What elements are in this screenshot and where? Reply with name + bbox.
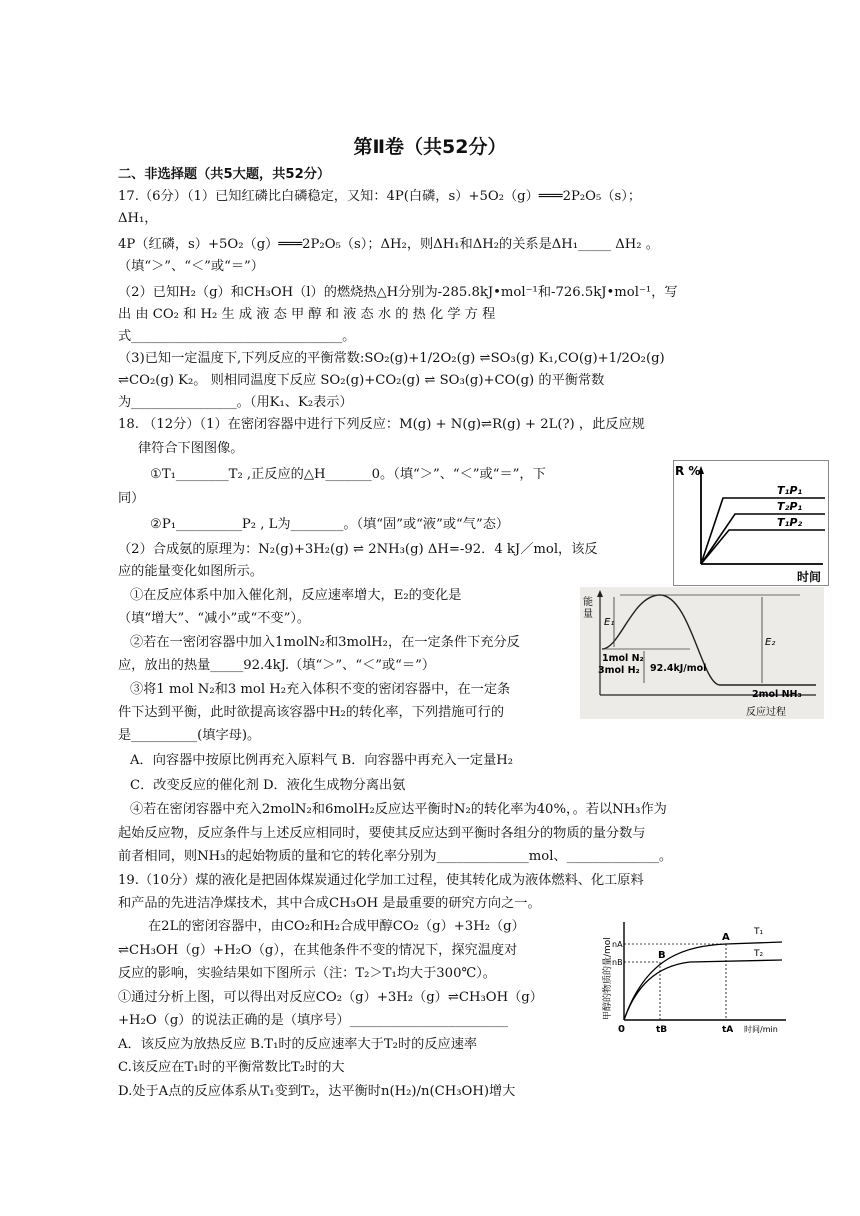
q19-option-c: C.该反应在T₁时的平衡常数比T₂时的大 [118,1060,345,1075]
q18-option-ab: A．向容器中按原比例再充入原料气 B．向容器中再充入一定量H₂ [130,753,514,768]
q18-line-14: 是__________(填字母)。 [118,728,261,743]
q18-line-11: 应，放出的热量_____92.4kJ.（填“＞”、“＜”或“＝”） [118,658,436,673]
q19-option-d: D.处于A点的反应体系从T₁变到T₂，达平衡时n(H₂)/n(CH₃OH)增大 [118,1084,516,1099]
page-title: 第Ⅱ卷（共52分） [353,136,507,158]
q18-line-9: （填“增大”、“减小”或“不变”）。 [118,611,311,626]
q18-line-6: （2）合成氨的原理为：N₂(g)+3H₂(g) ⇌ 2NH₃(g) ΔH=-92．4 kJ／mol，该反 [118,542,598,557]
y-axis-label: 甲醇的物质的量/mol [603,937,613,1020]
q17-line-6: 出 由 CO₂ 和 H₂ 生 成 液 态 甲 醇 和 液 态 水 的 热 化 学 方 程 [118,307,496,322]
e1-label: E₁ [604,617,615,628]
product-label: 2mol NH₃ [752,689,802,700]
origin-label: 0 [618,1024,625,1035]
x-axis-label: 反应过程 [746,707,786,718]
q19-line-3: 在2L的密闭容器中，由CO₂和H₂合成甲醇CO₂（g）+3H₂（g） [148,919,525,934]
e2-label: E₂ [765,637,776,648]
curve-label-t1p2: T₁P₂ [777,516,803,529]
graph-frame [674,461,829,586]
tb-label: tB [656,1025,668,1035]
curve-label-t1p1: T₁P₁ [777,484,803,497]
x-axis-label: 时间/min [744,1025,778,1034]
y-axis-label-1: 能 [583,597,593,608]
q19-option-ab: A．该反应为放热反应 B.T₁时的反应速率大于T₂时的反应速率 [118,1037,478,1052]
point-a-label: A [722,932,730,943]
q17-line-2: ΔH₁， [118,211,158,226]
q17-line-9: ⇌CO₂(g) K₂。 则相同温度下反应 SO₂(g)+CO₂(g) ⇌ SO₃(g)+CO(g) 的平衡常数 [118,373,605,388]
q17-line-8: （3)已知一定温度下,下列反应的平衡常数:SO₂(g)+1/2O₂(g) ⇌SO₃(g) K₁,CO(g)+1/2O₂(g) [118,351,665,366]
na-label: nA [612,940,623,949]
point-b-label: B [658,950,666,961]
q18-line-10: ②若在一密闭容器中加入1molN₂和3molH₂，在一定条件下充分反 [130,635,520,650]
delta-h-label: 92.4kJ/mol [650,663,707,674]
q18-line-5: ②P₁__________P₂ , L为________。（填“固”或“液”或“气”态） [150,517,510,532]
q18-line-7: 应的能量变化如图所示。 [118,564,264,579]
ta-label: tA [722,1025,734,1035]
q18-line-13: 件下达到平衡，此时欲提高该容器中H₂的转化率，下列措施可行的 [118,705,505,720]
q18-option-cd: C．改变反应的催化剂 D．液化生成物分离出氨 [130,778,406,793]
q17-line-3: 4P（红磷，s）+5O₂（g）═══2P₂O₅（s）；ΔH₂，则ΔH₁和ΔH₂的关系是ΔH₁_____ ΔH₂ 。 [118,237,659,252]
q18-line-8: ①在反应体系中加入催化剂，反应速率增大，E₂的变化是 [130,588,462,603]
q19-line-5: 反应的影响，实验结果如下图所示（注：T₂＞T₁均大于300℃）。 [118,966,496,981]
q18-line-17: ④若在密闭容器中充入2molN₂和6molH₂反应达平衡时N₂的转化率为40%，。若以NH₃作为 [130,802,667,817]
q17-line-4: （填“＞”、“＜”或“＝”） [118,259,264,274]
curve-t2 [624,960,782,1020]
q17-line-7: 式________________________________。 [118,329,356,344]
q19-line-4: ⇌CH₃OH（g）+H₂O（g），在其他条件不变的情况下，探究温度对 [118,943,518,958]
y-axis-label-2: 量 [583,609,593,620]
t1-label: T₁ [754,927,764,937]
methanol-time-graph [586,916,788,1040]
q18-line-4: 同） [118,491,145,506]
q19-line-7: +H₂O（g）的说法正确的是（填序号）________________________ [118,1013,508,1028]
q18-line-12: ③将1 mol N₂和3 mol H₂充入体积不变的密闭容器中，在一定条 [130,682,511,697]
q18-line-2: 律符合下图图像。 [138,441,244,456]
y-axis-label: R % [675,464,701,478]
q18-line-1: 18. （12分）（1）在密闭容器中进行下列反应：M(g) + N(g)⇌R(g) + 2L(?) ，此反应规 [118,417,645,432]
curve-label-t2p1: T₂P₁ [777,500,803,513]
reactant-label-n2: 1mol N₂ [602,653,644,664]
q18-line-19: 前者相同，则NH₃的起始物质的量和它的转化率分别为______________mol、______________。 [118,849,673,864]
x-axis-label: 时间 [797,570,822,584]
energy-profile-diagram [580,587,824,719]
q19-line-6: ①通过分析上图，可以得出对反应CO₂（g）+3H₂（g）⇌CH₃OH（g） [118,990,543,1005]
q17-line-10: 为________________。（用K₁、K₂表示） [118,395,353,410]
reactant-label-h2: 3mol H₂ [598,665,640,676]
nb-label: nB [612,958,623,967]
r-percent-time-graph [673,460,829,586]
q17-line-5: （2）已知H₂（g）和CH₃OH（l）的燃烧热△H分别为-285.8kJ•mol⁻¹和-726.5kJ•mol⁻¹，写 [118,285,678,300]
q18-line-3: ①T₁________T₂ ,正反应的△H_______0。（填“＞”、“＜”或“＝”，下 [150,467,546,482]
section-heading: 二、非选择题（共5大题，共52分） [118,167,331,182]
q19-line-1: 19.（10分）煤的液化是把固体煤炭通过化学加工过程，使其转化成为液体燃料、化工原料 [118,873,644,888]
t2-label: T₂ [754,949,764,959]
q19-line-2: 和产品的先进洁净煤技术，其中合成CH₃OH 是最重要的研究方向之一。 [118,896,541,911]
q18-line-18: 起始反应物，反应条件与上述反应相同时，要使其反应达到平衡时各组分的物质的量分数与 [118,826,646,841]
q17-line-1: 17.（6分）（1）已知红磷比白磷稳定，又知：4P(白磷，s）+5O₂（g）═══2P₂O₅（s）； [118,189,642,204]
